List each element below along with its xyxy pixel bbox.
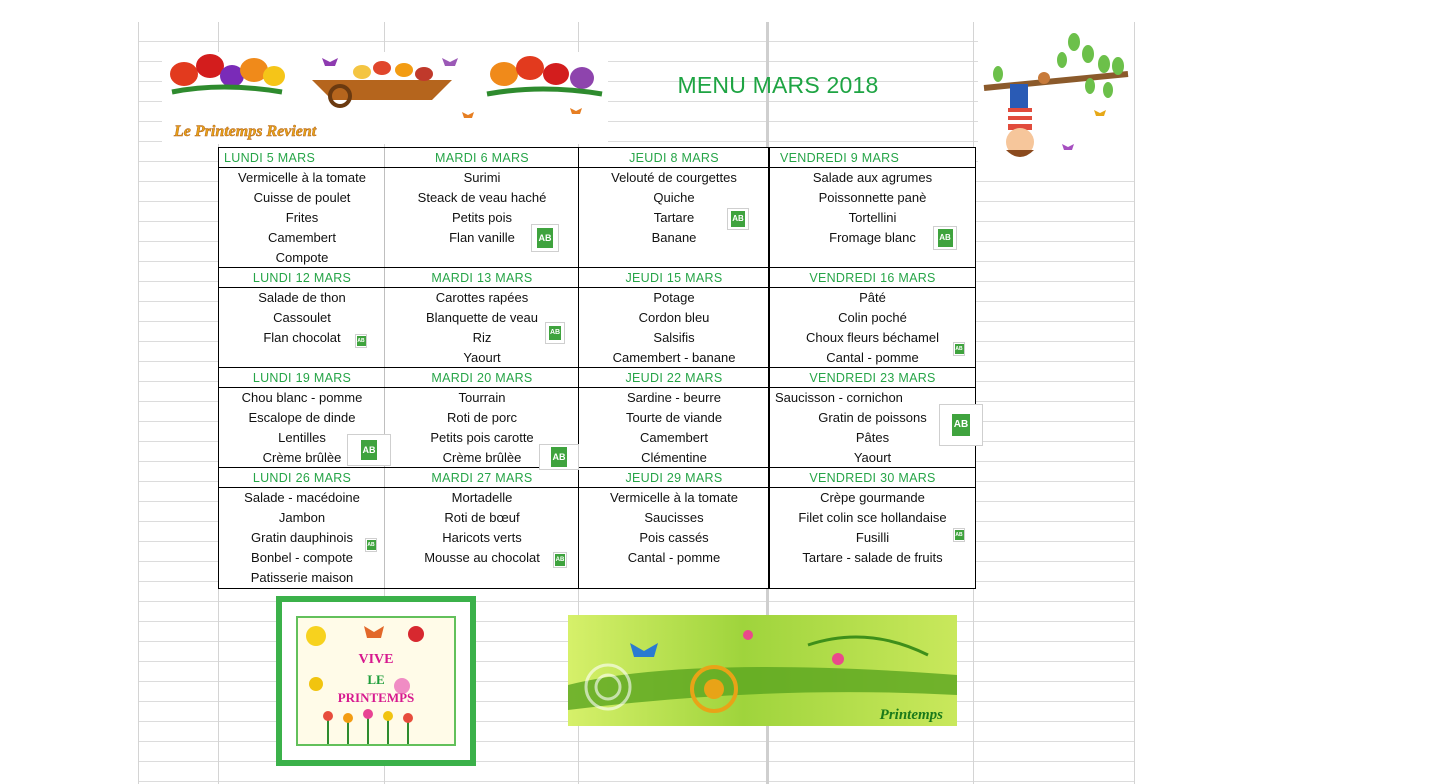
menu-item: Filet colin sce hollandaise — [798, 510, 947, 525]
menu-item: Colin poché — [838, 310, 907, 325]
menu-item: Poissonnette panè — [818, 190, 927, 205]
menu-item: Riz — [472, 330, 492, 345]
day-header: VENDREDI 9 MARS — [780, 151, 900, 165]
day-header: LUNDI 12 MARS — [252, 271, 352, 285]
menu-item: Gratin dauphinois — [251, 530, 353, 545]
le-text: LE — [367, 672, 385, 687]
organic-ab-icon: AB — [933, 226, 957, 250]
day-header: MARDI 20 MARS — [431, 371, 533, 385]
day-header: JEUDI 8 MARS — [629, 151, 719, 165]
kid-hanging-icon — [978, 24, 1134, 176]
day-header: JEUDI 22 MARS — [625, 371, 723, 385]
organic-ab-icon: AB — [347, 434, 391, 466]
day-header: LUNDI 26 MARS — [252, 471, 352, 485]
grid-column-line — [1134, 22, 1135, 784]
organic-ab-icon: AB — [953, 528, 965, 542]
organic-ab-icon: AB — [539, 444, 579, 470]
vive-le-printemps-image — [276, 596, 476, 766]
menu-item: Banane — [651, 230, 697, 245]
menu-item: Tourte de viande — [625, 410, 723, 425]
day-header: VENDREDI 23 MARS — [809, 371, 936, 385]
menu-item: Salade - macédoine — [244, 490, 360, 505]
menu-item: Chou blanc - pomme — [241, 390, 363, 405]
menu-item: Jambon — [278, 510, 326, 525]
menu-item: Patisserie maison — [250, 570, 354, 585]
menu-item: Mortadelle — [451, 490, 513, 505]
menu-item: Camembert — [268, 230, 336, 245]
menu-item: Cordon bleu — [638, 310, 710, 325]
menu-item: Roti de porc — [446, 410, 518, 425]
menu-item: Salade de thon — [258, 290, 346, 305]
organic-ab-icon: AB — [939, 404, 983, 446]
day-header: VENDREDI 30 MARS — [809, 471, 936, 485]
menu-item: Lentilles — [278, 430, 326, 445]
day-header: LUNDI 5 MARS — [224, 151, 316, 165]
printemps-image — [568, 615, 957, 726]
menu-item: Cuisse de poulet — [253, 190, 351, 205]
menu-item: Choux fleurs béchamel — [806, 330, 939, 345]
menu-item: Crème brûlèe — [262, 450, 342, 465]
menu-item: Pâté — [859, 290, 886, 305]
menu-item: Fusilli — [855, 530, 890, 545]
menu-item: Cantal - pomme — [627, 550, 721, 565]
menu-item: Mousse au chocolat — [424, 550, 540, 565]
menu-item: Tartare — [653, 210, 695, 225]
printemps-label: Printemps — [879, 707, 943, 723]
menu-item: Cassoulet — [273, 310, 331, 325]
day-header: MARDI 13 MARS — [431, 271, 533, 285]
organic-ab-icon: AB — [727, 208, 749, 230]
kid-on-branch-image — [978, 24, 1134, 176]
page-title: MENU MARS 2018 — [677, 72, 879, 98]
day-header: JEUDI 29 MARS — [625, 471, 723, 485]
menu-item: Petits pois carotte — [430, 430, 534, 445]
printemps-text: PRINTEMPS — [337, 690, 415, 705]
menu-item: Crème brûlèe — [442, 450, 522, 465]
organic-ab-icon: AB — [545, 322, 565, 344]
day-header: VENDREDI 16 MARS — [809, 271, 936, 285]
menu-item: Saucisson - cornichon — [775, 390, 903, 405]
menu-item: Roti de bœuf — [444, 510, 520, 525]
menu-item: Petits pois — [452, 210, 512, 225]
menu-item: Camembert — [640, 430, 708, 445]
menu-item: Cantal - pomme — [826, 350, 919, 365]
menu-item: Velouté de courgettes — [611, 170, 737, 185]
day-header: LUNDI 19 MARS — [252, 371, 352, 385]
menu-item: Sardine - beurre — [627, 390, 721, 405]
menu-item: Saucisses — [644, 510, 704, 525]
spring-banner-image — [162, 52, 608, 144]
menu-item: Blanquette de veau — [425, 310, 539, 325]
menu-item: Tortellini — [848, 210, 897, 225]
menu-item: Compote — [275, 250, 329, 265]
menu-item: Tartare - salade de fruits — [802, 550, 943, 565]
menu-item: Potage — [653, 290, 695, 305]
menu-item: Camembert - banane — [612, 350, 736, 365]
menu-item: Salade aux agrumes — [812, 170, 933, 185]
day-header: MARDI 6 MARS — [435, 151, 529, 165]
menu-item: Steack de veau haché — [417, 190, 547, 205]
menu-item: Frites — [285, 210, 319, 225]
menu-item: Salsifis — [653, 330, 695, 345]
menu-item: Vermicelle à la tomate — [238, 170, 366, 185]
organic-ab-icon: AB — [531, 224, 559, 252]
menu-item: Quiche — [653, 190, 695, 205]
menu-item: Vermicelle à la tomate — [610, 490, 738, 505]
menu-item: Flan chocolat — [263, 330, 341, 345]
banner-text: Le Printemps Revient — [174, 123, 317, 140]
menu-item: Flan vanille — [449, 230, 515, 245]
menu-item: Pois cassés — [639, 530, 709, 545]
menu-item: Surimi — [463, 170, 501, 185]
flowers-wheelbarrow-icon — [162, 52, 608, 144]
menu-item: Escalope de dinde — [248, 410, 356, 425]
menu-item: Clémentine — [641, 450, 707, 465]
menu-item: Yaourt — [463, 350, 501, 365]
menu-item: Pâtes — [855, 430, 890, 445]
menu-item: Gratin de poissons — [818, 410, 927, 425]
organic-ab-icon: AB — [355, 334, 367, 348]
menu-item: Haricots verts — [442, 530, 522, 545]
organic-ab-icon: AB — [953, 342, 965, 356]
organic-ab-icon: AB — [365, 538, 377, 552]
menu-item: Carottes rapées — [435, 290, 529, 305]
menu-item: Yaourt — [853, 450, 892, 465]
vive-text: VIVE — [358, 652, 394, 667]
menu-table — [218, 147, 976, 589]
menu-item: Crèpe gourmande — [820, 490, 925, 505]
day-header: MARDI 27 MARS — [431, 471, 533, 485]
organic-ab-icon: AB — [553, 552, 567, 568]
menu-item: Fromage blanc — [829, 230, 916, 245]
menu-item: Bonbel - compote — [251, 550, 353, 565]
menu-item: Tourrain — [458, 390, 506, 405]
day-header: JEUDI 15 MARS — [625, 271, 723, 285]
